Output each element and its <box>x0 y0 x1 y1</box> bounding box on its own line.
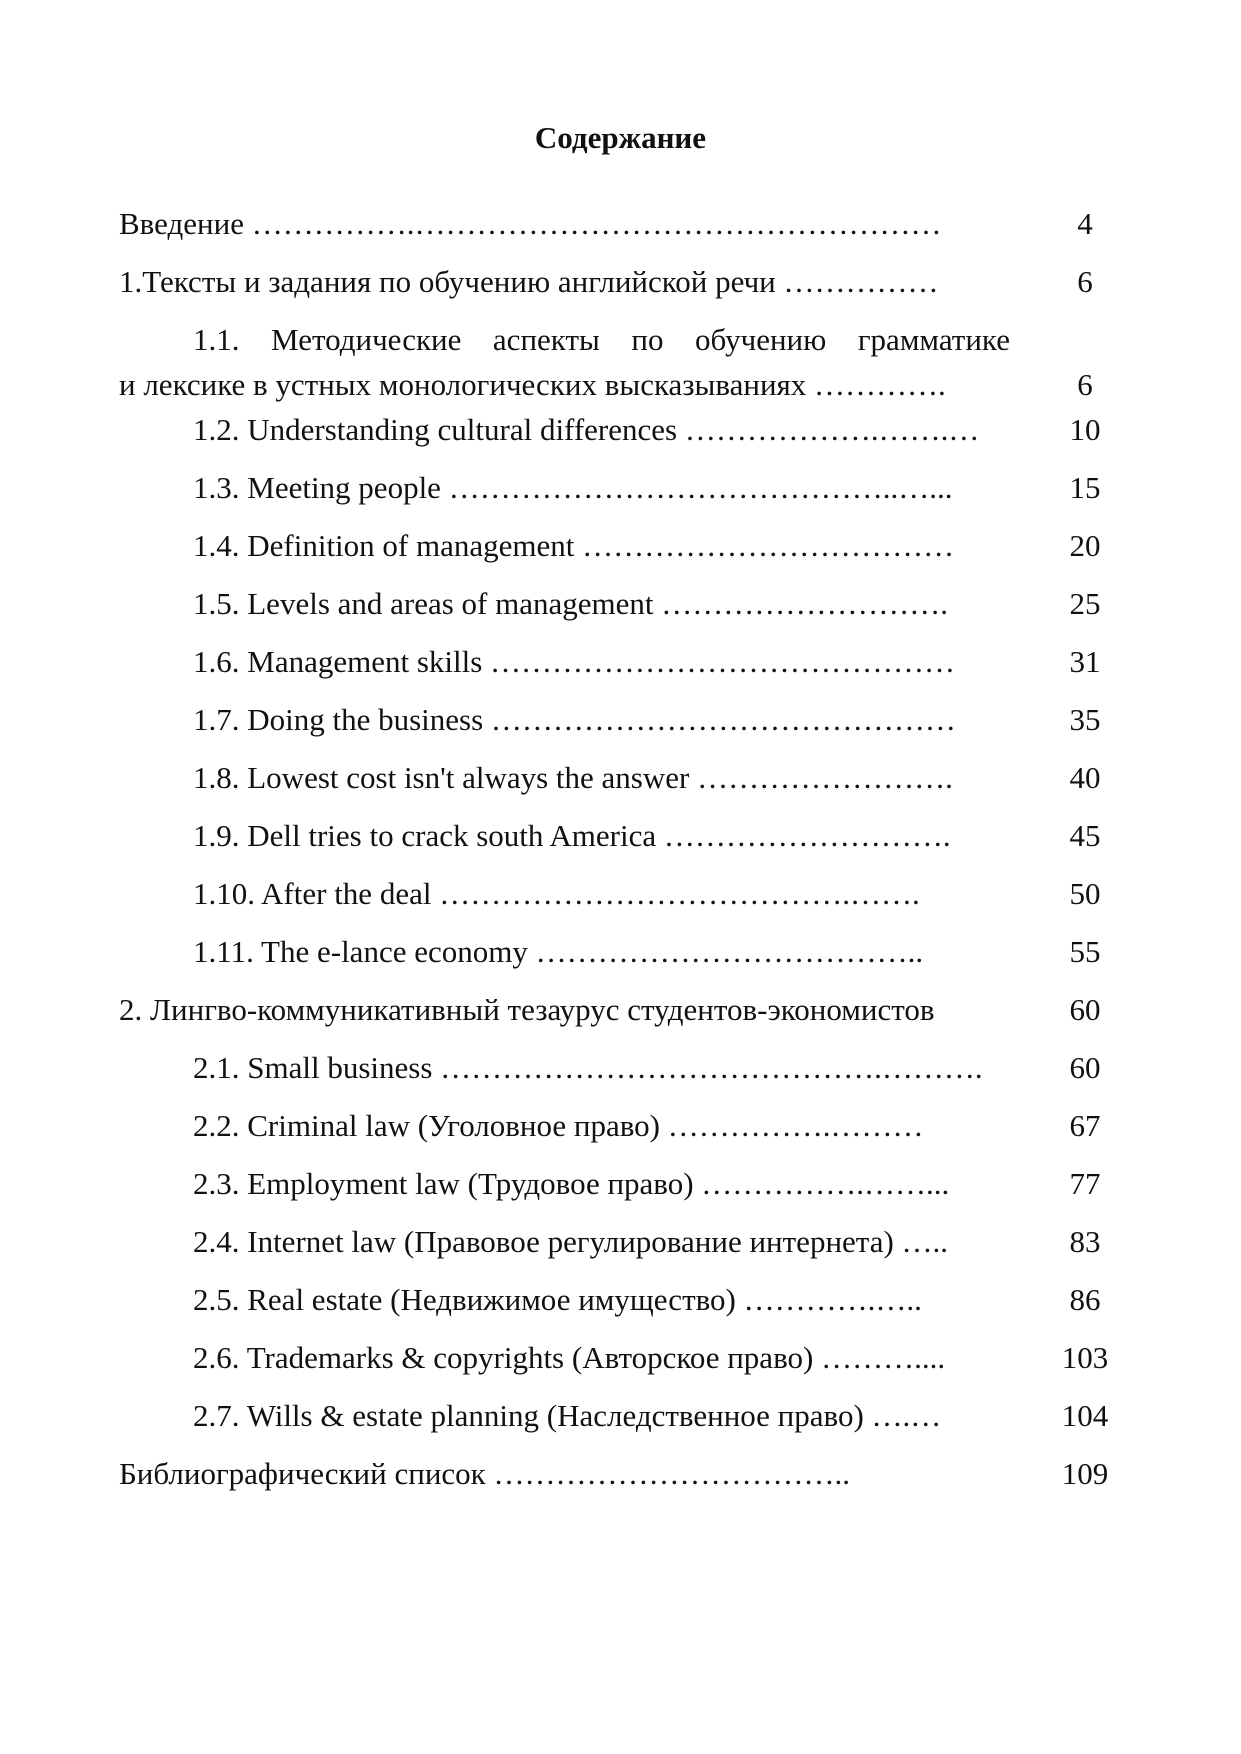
toc-entry-title: 1.8. Lowest cost isn't always the answer ……………………. <box>193 760 953 795</box>
toc-entry-title: 2.2. Criminal law (Уголовное право) …………….……… <box>193 1108 924 1143</box>
toc-entry-page: 86 <box>1069 1282 1101 1317</box>
toc-entry-page: 103 <box>1061 1340 1109 1375</box>
toc-entry-page: 6 <box>1077 264 1093 299</box>
toc-entry-title: Введение …………….…………………………………………… <box>119 206 942 241</box>
toc-entry-title: 1.4. Definition of management ……………………………… <box>193 528 955 563</box>
toc-entry-page: 15 <box>1069 470 1101 505</box>
toc-entry-title: 1.5. Levels and areas of management ………………………. <box>193 586 949 621</box>
toc-entry-page: 40 <box>1069 760 1101 795</box>
toc-entry-page: 77 <box>1069 1166 1101 1201</box>
toc-entry-page: 10 <box>1069 412 1101 447</box>
toc-entry-page: 31 <box>1069 644 1101 679</box>
toc-entry-page: 4 <box>1077 206 1093 241</box>
toc-entry-page: 55 <box>1069 934 1101 969</box>
toc-entry-title: 2.4. Internet law (Правовое регулирование интернета) ….. <box>193 1224 949 1259</box>
toc-entry-title: 1.6. Management skills ……………………………………… <box>193 644 956 679</box>
toc-entry-title-line-2: и лексике в устных монологических высказываниях …………. <box>119 367 946 402</box>
toc-entry-page: 45 <box>1069 818 1101 853</box>
toc-entry-page: 50 <box>1069 876 1101 911</box>
toc-entry-title: 1.3. Meeting people ……………………………………..…... <box>193 470 953 505</box>
toc-entry-title: 1.11. The e-lance economy ……………………………….. <box>193 934 924 969</box>
toc-entry-title: 1.10. After the deal ………………………………….……. <box>193 876 920 911</box>
toc-entry-page: 104 <box>1061 1398 1109 1433</box>
toc-entry-title: 1.9. Dell tries to crack south America ………………………. <box>193 818 951 853</box>
toc-entry-page: 109 <box>1061 1456 1109 1491</box>
toc-entry-page: 60 <box>1069 1050 1101 1085</box>
toc-entry-title: Библиографический список …………………………….. <box>119 1456 850 1491</box>
toc-entry-page: 25 <box>1069 586 1101 621</box>
toc-entry-page: 83 <box>1069 1224 1101 1259</box>
toc-entry-page: 20 <box>1069 528 1101 563</box>
toc-entry-title: 1.2. Understanding cultural differences ……………….…….… <box>193 412 980 447</box>
toc-entry-title: 2.7. Wills & estate planning (Наследственное право) ….… <box>193 1398 942 1433</box>
page-title: Содержание <box>534 120 707 155</box>
toc-entry-title: 2.3. Employment law (Трудовое право) …………….……... <box>193 1166 950 1201</box>
toc-entry-title: 2.1. Small business …………………………………….………. <box>193 1050 983 1085</box>
toc-entry-page: 35 <box>1069 702 1101 737</box>
toc-entry-title: 2.6. Trademarks & copyrights (Авторское право) ……….... <box>193 1340 946 1375</box>
toc-entry-title: 1.Тексты и задания по обучению английской речи …………… <box>119 264 939 299</box>
toc-entry-title-line-1: 1.1. Методические аспекты по обучению грамматике <box>193 322 1010 357</box>
toc-entry-page: 67 <box>1069 1108 1101 1143</box>
toc-entry-page: 6 <box>1077 367 1093 402</box>
toc-entry-title: 2.5. Real estate (Недвижимое имущество) ………….….. <box>193 1282 922 1317</box>
toc-entry-page: 60 <box>1069 992 1101 1027</box>
toc-entry-title: 2. Лингво-коммуникативный тезаурус студентов-экономистов <box>119 992 935 1027</box>
toc-entry-title: 1.7. Doing the business ……………………………………… <box>193 702 956 737</box>
